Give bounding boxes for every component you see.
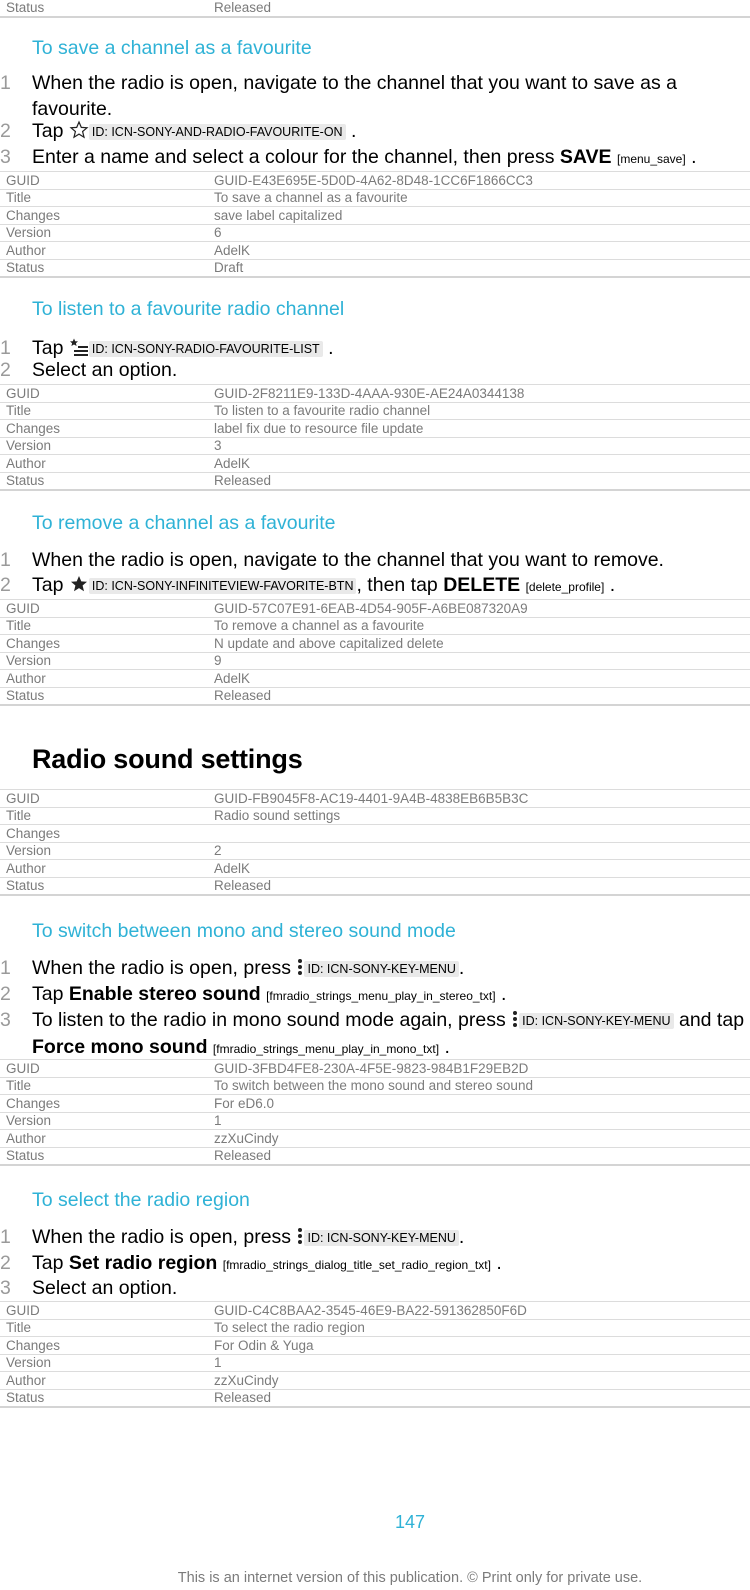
ui-label-force-mono: Force mono sound [32,1036,208,1058]
meta-key: Author [0,860,214,878]
resource-id: [fmradio_strings_dialog_title_set_radio_region_txt] [222,1258,491,1272]
step-text-pre: To listen to the radio in mono sound mode again, press [32,1009,506,1031]
step-text [32,1224,746,1251]
table-row [0,472,750,490]
step-number: 1 [0,72,11,94]
meta-value: Released [214,1147,750,1165]
meta-key: Status [0,259,214,277]
meta-key: Changes [0,1337,214,1355]
ui-label-enable-stereo: Enable stereo sound [68,983,261,1005]
meta-key: Version [0,224,214,242]
step-text: Select an option. [32,1277,178,1299]
meta-table [0,599,750,706]
table-row [0,670,750,688]
meta-key: Changes [0,635,214,653]
meta-value: GUID-C4C8BAA2-3545-46E9-BA22-591362850F6D [214,1302,750,1320]
meta-key: Version [0,1354,214,1372]
meta-key: Status [0,472,214,490]
table-row [0,207,750,225]
section-heading: To switch between mono and stereo sound mode [32,920,456,942]
section-heading: To save a channel as a favourite [32,37,312,59]
meta-value: 9 [214,652,750,670]
table-row [0,224,750,242]
chapter-heading: Radio sound settings [32,744,303,774]
favourite-list-icon [69,337,89,357]
meta-value: For Odin & Yuga [214,1337,750,1355]
step-text: When the radio is open, navigate to the channel that you want to save as a favourite. [32,72,678,120]
table-row [0,1060,750,1078]
step-text-pre: Tap [32,120,64,142]
meta-value: To switch between the mono sound and stereo sound [214,1077,750,1095]
icon-id-tag: ID: ICN-SONY-KEY-MENU [304,961,458,977]
step-text-pre: When the radio is open, press [32,957,292,979]
resource-id: [fmradio_strings_menu_play_in_stereo_txt] [266,989,496,1003]
meta-value: GUID-2F8211E9-133D-4AAA-930E-AE24A0344138 [214,385,750,403]
step-text-pre: When the radio is open, press [32,1226,292,1248]
resource-id: [delete_profile] [525,580,605,594]
meta-key: Status [0,1389,214,1407]
resource-id: [menu_save] [616,152,686,166]
table-row [0,635,750,653]
step-text-mid: , then tap [356,574,438,596]
table-row [0,1147,750,1165]
table-row [0,0,750,17]
meta-key: Author [0,242,214,260]
meta-key: Version [0,1112,214,1130]
step-number: 2 [0,983,11,1005]
step-number: 2 [0,359,11,381]
step-text [32,1250,746,1278]
step-number: 2 [0,120,11,142]
table-row [0,1354,750,1372]
meta-key: Author [0,1130,214,1148]
meta-value: zzXuCindy [214,1130,750,1148]
ui-label-set-radio-region: Set radio region [68,1252,218,1274]
step-text-post: . [500,983,507,1005]
meta-value: label fix due to resource file update [214,420,750,438]
step-text-post: . [609,574,616,596]
table-row [0,1319,750,1337]
table-row [0,1112,750,1130]
meta-key: Version [0,437,214,455]
meta-value: To remove a channel as a favourite [214,617,750,635]
step-number: 2 [0,1252,11,1274]
table-row [0,825,750,843]
step-text [32,118,746,145]
table-row [0,420,750,438]
meta-key: GUID [0,790,214,808]
table-row [0,1337,750,1355]
meta-value: save label capitalized [214,207,750,225]
step-text [32,955,746,982]
meta-value: 6 [214,224,750,242]
meta-key: Title [0,189,214,207]
meta-key: Title [0,807,214,825]
table-row [0,1095,750,1113]
meta-value: zzXuCindy [214,1372,750,1390]
table-row [0,1077,750,1095]
meta-table [0,1059,750,1166]
table-row [0,1372,750,1390]
meta-key: Status [0,1147,214,1165]
meta-key: Changes [0,1095,214,1113]
meta-key: Author [0,455,214,473]
section-heading: To select the radio region [32,1189,250,1211]
step-text-mid: and tap [678,1009,745,1031]
meta-value: Released [214,687,750,705]
meta-table-top [0,0,750,18]
step-number: 3 [0,1009,11,1031]
step-number: 1 [0,549,11,571]
meta-key: Version [0,652,214,670]
meta-value: GUID-E43E695E-5D0D-4A62-8D48-1CC6F1866CC3 [214,172,750,190]
page-number: 147 [394,1512,426,1532]
table-row [0,807,750,825]
meta-value: 1 [214,1354,750,1372]
table-row [0,455,750,473]
section-heading: To remove a channel as a favourite [32,512,336,534]
ui-label-save: SAVE [559,146,612,168]
table-row [0,172,750,190]
meta-value: AdelK [214,242,750,260]
meta-key: Status [0,687,214,705]
meta-key: GUID [0,1302,214,1320]
meta-key: Title [0,402,214,420]
step-number: 3 [0,1277,11,1299]
table-row [0,617,750,635]
meta-key: Title [0,1077,214,1095]
table-row [0,259,750,277]
step-number: 3 [0,146,11,168]
meta-key: Changes [0,207,214,225]
meta-value: Draft [214,259,750,277]
step-text-pre: Enter a name and select a colour for the channel, then press [32,146,555,168]
meta-key: Author [0,670,214,688]
step-number: 1 [0,957,11,979]
meta-value: 2 [214,842,750,860]
step-text [32,572,746,600]
icon-id-tag: ID: ICN-SONY-KEY-MENU [519,1013,673,1029]
step-text [32,1007,746,1062]
meta-key: Status [0,0,214,17]
meta-value: AdelK [214,860,750,878]
step-text-post: . [351,120,357,142]
table-row [0,877,750,895]
icon-id-tag: ID: ICN-SONY-KEY-MENU [304,1230,458,1246]
meta-key: Author [0,1372,214,1390]
meta-value: AdelK [214,670,750,688]
meta-value: Released [214,472,750,490]
meta-key: Status [0,877,214,895]
star-outline-icon [69,120,89,140]
meta-value: 3 [214,437,750,455]
meta-value: N update and above capitalized delete [214,635,750,653]
step-text-pre: Tap [32,983,64,1005]
step-text: When the radio is open, navigate to the channel that you want to remove. [32,549,664,571]
meta-value: For eD6.0 [214,1095,750,1113]
meta-value: To listen to a favourite radio channel [214,402,750,420]
meta-value: GUID-3FBD4FE8-230A-4F5E-9823-984B1F29EB2D [214,1060,750,1078]
table-row [0,687,750,705]
icon-id-tag: ID: ICN-SONY-INFINITEVIEW-FAVORITE-BTN [89,578,357,594]
meta-key: GUID [0,1060,214,1078]
meta-key: GUID [0,385,214,403]
step-text [32,144,746,172]
table-row [0,860,750,878]
meta-value: Released [214,1389,750,1407]
table-row [0,189,750,207]
step-number: 1 [0,1226,11,1248]
table-row [0,1389,750,1407]
menu-dots-icon [511,1009,519,1029]
step-text: Select an option. [32,359,178,381]
resource-id: [fmradio_strings_menu_play_in_mono_txt] [212,1042,440,1056]
step-text-post: . [691,146,697,168]
meta-value: AdelK [214,455,750,473]
meta-value: Released [214,877,750,895]
table-row [0,437,750,455]
meta-key: Title [0,617,214,635]
meta-value: To select the radio region [214,1319,750,1337]
step-text-post: . [496,1252,502,1274]
icon-id-tag: ID: ICN-SONY-RADIO-FAVOURITE-LIST [89,341,323,357]
meta-value: To save a channel as a favourite [214,189,750,207]
meta-table [0,171,750,278]
table-row [0,652,750,670]
step-text-pre: Tap [32,1252,64,1274]
meta-value: Radio sound settings [214,807,750,825]
meta-key: Title [0,1319,214,1337]
table-row [0,842,750,860]
step-text [32,981,746,1009]
meta-key: Version [0,842,214,860]
step-number: 1 [0,337,11,359]
step-number: 2 [0,574,11,596]
meta-value: Released [214,0,750,17]
step-text-post: . [458,957,465,979]
table-row [0,385,750,403]
section-heading: To listen to a favourite radio channel [32,298,345,320]
step-text-post: . [328,337,334,359]
star-filled-icon [69,574,89,594]
step-text-post: . [458,1226,465,1248]
icon-id-tag: ID: ICN-SONY-AND-RADIO-FAVOURITE-ON [89,124,346,140]
meta-value: GUID-57C07E91-6EAB-4D54-905F-A6BE087320A9 [214,600,750,618]
step-text-post: . [444,1036,450,1058]
ui-label-delete: DELETE [443,574,521,596]
table-row [0,600,750,618]
meta-key: Changes [0,825,214,843]
meta-key: Changes [0,420,214,438]
table-row [0,1302,750,1320]
meta-table [0,384,750,491]
meta-table [0,1301,750,1408]
table-row [0,402,750,420]
footer-note: This is an internet version of this publication. © Print only for private use. [177,1570,643,1586]
step-text-pre: Tap [32,337,64,359]
meta-value: GUID-FB9045F8-AC19-4401-9A4B-4838EB6B5B3C [214,790,750,808]
table-row [0,242,750,260]
table-row [0,1130,750,1148]
table-row [0,790,750,808]
meta-value: 1 [214,1112,750,1130]
meta-key: GUID [0,172,214,190]
meta-table [0,789,750,896]
meta-key: GUID [0,600,214,618]
step-text-pre: Tap [32,574,64,596]
meta-value [214,825,750,843]
